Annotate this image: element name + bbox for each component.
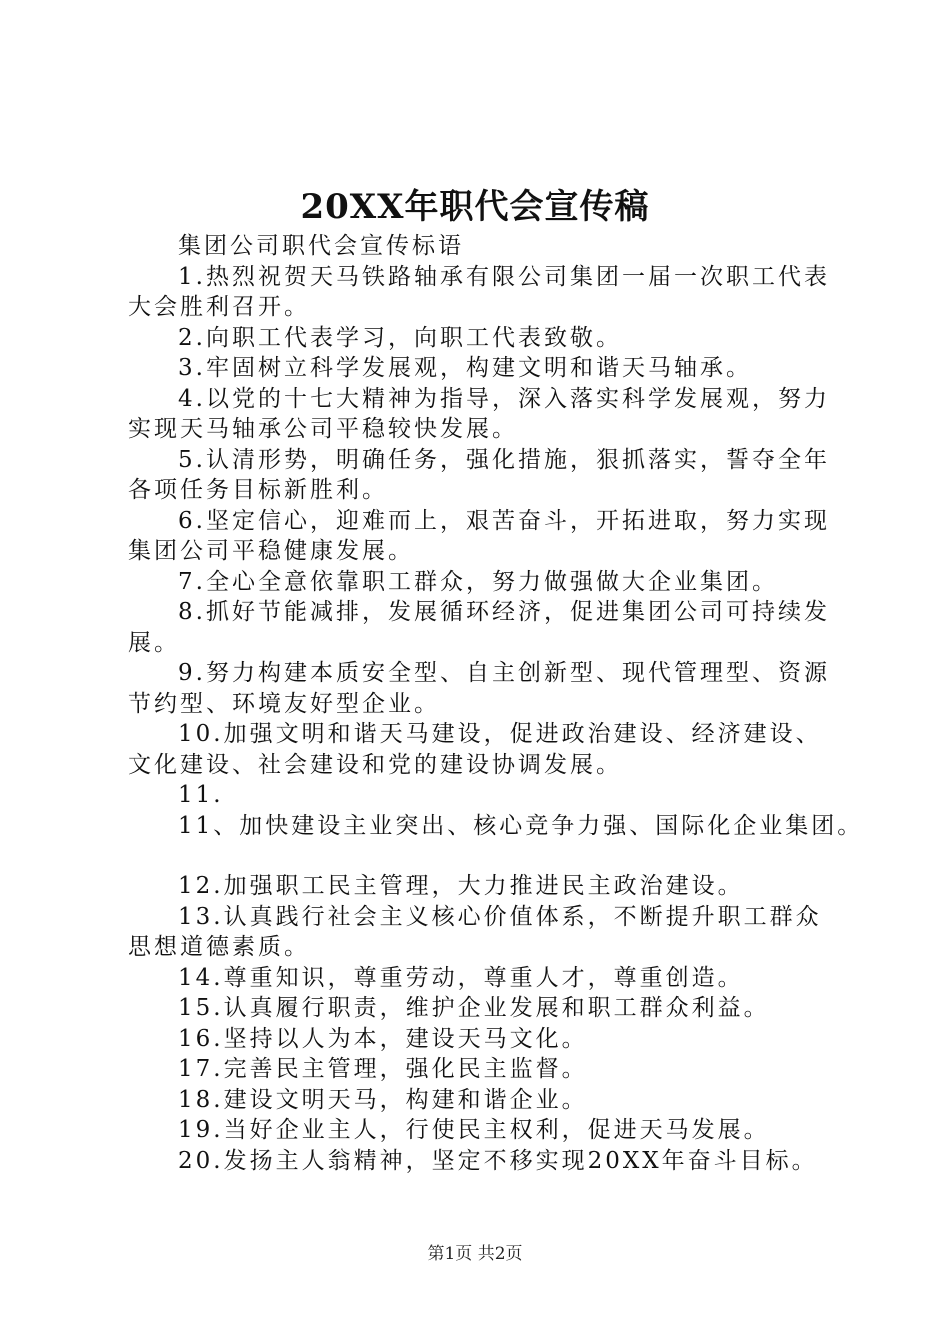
paragraph-16: 16.坚持以人为本，建设天马文化。 — [178, 1025, 588, 1052]
paragraph-13: 13.认真践行社会主义核心价值体系，不断提升职工群众思想道德素质。 — [128, 903, 822, 960]
paragraph-2: 2.向职工代表学习，向职工代表致敬。 — [178, 324, 622, 351]
paragraph-20: 20.发扬主人翁精神，坚定不移实现20XX年奋斗目标。 — [178, 1147, 818, 1174]
paragraph-17: 17.完善民主管理，强化民主监督。 — [178, 1056, 588, 1082]
paragraph-3: 3.牢固树立科学发展观，构建文明和谐天马轴承。 — [178, 355, 752, 381]
paragraph-12: 12.加强职工民主管理，大力推进民主政治建设。 — [178, 873, 744, 899]
page-number-footer: 第1页 共2页 — [427, 1244, 523, 1264]
paragraph-7: 7.全心全意依靠职工群众，努力做强做大企业集团。 — [178, 568, 778, 595]
paragraph-15: 15.认真履行职责，维护企业发展和职工群众利益。 — [178, 995, 770, 1021]
paragraph-1: 1.热烈祝贺天马铁路轴承有限公司集团一届一次职工代表大会胜利召开。 — [128, 263, 830, 320]
paragraph-14: 14.尊重知识，尊重劳动，尊重人才，尊重创造。 — [178, 964, 744, 991]
paragraph-9: 9.努力构建本质安全型、自主创新型、现代管理型、资源节约型、环境友好型企业。 — [128, 660, 830, 717]
paragraph-8: 8.抓好节能减排，发展循环经济，促进集团公司可持续发展。 — [128, 599, 830, 656]
paragraph-4: 4.以党的十七大精神为指导，深入落实科学发展观，努力实现天马轴承公司平稳较快发展。 — [128, 385, 830, 442]
paragraph-11-number: 11. — [178, 782, 224, 808]
paragraph-spacer — [128, 841, 838, 871]
paragraph-19: 19.当好企业主人，行使民主权利，促进天马发展。 — [178, 1117, 770, 1143]
paragraph-heading: 集团公司职代会宣传标语 — [178, 233, 464, 259]
paragraph-18: 18.建设文明天马，构建和谐企业。 — [178, 1086, 588, 1113]
paragraph-10: 10.加强文明和谐天马建设，促进政治建设、经济建设、文化建设、社会建设和党的建设协调发展。 — [128, 721, 822, 778]
paragraph-11: 11、加快建设主业突出、核心竞争力强、国际化企业集团。 — [178, 812, 864, 839]
paragraph-6: 6.坚定信心，迎难而上，艰苦奋斗，开拓进取，努力实现集团公司平稳健康发展。 — [128, 507, 830, 564]
document-body — [128, 231, 864, 1176]
paragraph-5: 5.认清形势，明确任务，强化措施，狠抓落实，誓夺全年各项任务目标新胜利。 — [128, 446, 830, 503]
document-title: 20XX年职代会宣传稿 — [300, 187, 650, 227]
